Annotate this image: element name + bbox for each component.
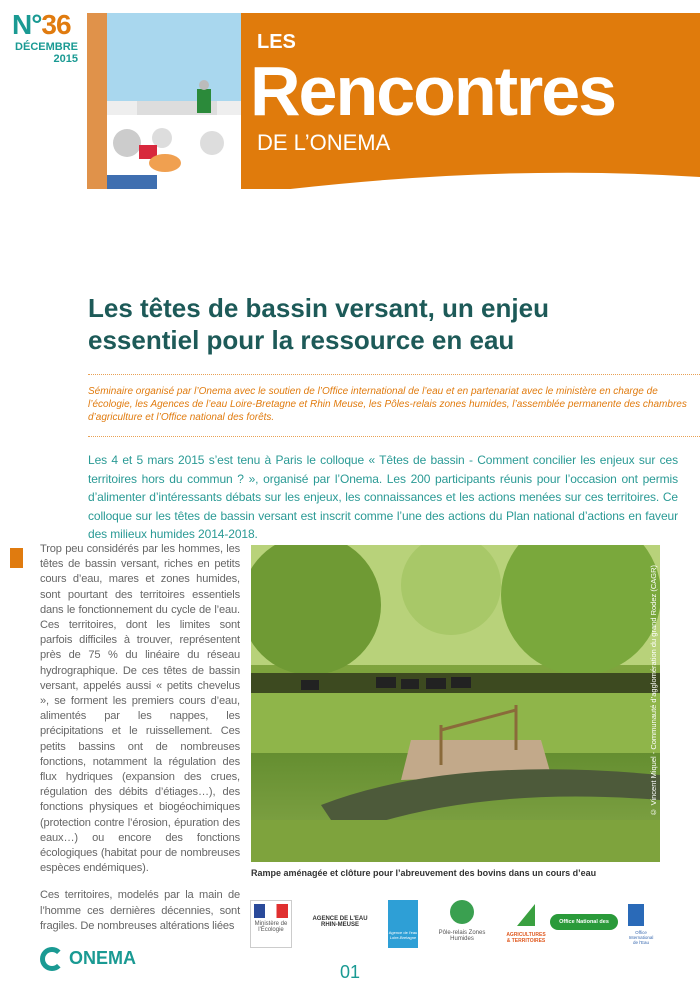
onema-text: ONEMA bbox=[69, 948, 137, 968]
month: DÉCEMBRE bbox=[15, 41, 78, 53]
banner-curve bbox=[87, 163, 700, 189]
logo-text: Pôle-relais Zones Humides bbox=[438, 930, 486, 942]
logo-oieau bbox=[626, 900, 656, 948]
publication-title: Rencontres bbox=[250, 52, 616, 130]
issue-date bbox=[12, 41, 78, 65]
publication-subtitle: DE L’ONEMA bbox=[257, 130, 391, 155]
photo-credit: © Vincent Miquel - Communauté d’agglomération du grand Rodez (CAGR) bbox=[649, 565, 658, 817]
year: 2015 bbox=[53, 53, 78, 65]
issue-prefix: N° bbox=[12, 9, 42, 40]
logo-text: Ministère de l'Écologie bbox=[254, 921, 288, 933]
issue-number bbox=[12, 10, 71, 40]
logo-text: Office National des Forêts bbox=[559, 919, 609, 941]
onema-logo bbox=[40, 945, 136, 971]
logo-loire-bretagne bbox=[388, 900, 418, 948]
title-bold: Les têtes de bassin versant, bbox=[88, 293, 435, 323]
logo-pole-relais bbox=[438, 900, 486, 948]
page-number: 01 bbox=[340, 962, 361, 982]
logo-text: AGENCE DE L'EAU RHIN-MEUSE bbox=[312, 916, 368, 928]
logo-agence-eau bbox=[305, 900, 375, 948]
partner-logos bbox=[250, 900, 660, 950]
onema-wave-icon bbox=[40, 947, 64, 971]
les-label: LES bbox=[257, 31, 296, 53]
article-photo bbox=[251, 545, 660, 862]
section-marker bbox=[10, 548, 23, 568]
logo-ministere bbox=[250, 900, 292, 948]
body-text bbox=[40, 542, 240, 946]
logo-onf bbox=[550, 914, 618, 941]
photo-caption: Rampe aménagée et clôture pour l’abreuvement des bovins dans un cours d’eau bbox=[251, 868, 597, 878]
seminar-note: Séminaire organisé par l’Onema avec le soutien de l’Office international de l’eau et en partenariat avec le ministère en charge de l’écologie, les Agences de l’eau Loire-Bretagne et Rhin Meuse, les Pôles-relais zones humides, l’assemblée permanente des chambres d’agriculture et l’Office national des forêts. bbox=[88, 386, 687, 423]
issue-num: 36 bbox=[41, 9, 71, 40]
logo-text: Office International de l'Eau bbox=[628, 930, 654, 945]
logo-agricultures bbox=[505, 900, 547, 948]
divider bbox=[88, 436, 700, 437]
body-paragraph: Ces territoires, modelés par la main de l’homme ces dernières décennies, sont fragiles. De nombreuses altérations liées bbox=[40, 889, 240, 932]
divider bbox=[88, 374, 700, 375]
article-title bbox=[88, 292, 648, 356]
logo-text: AGRICULTURES & TERRITOIRES bbox=[506, 932, 546, 944]
body-paragraph: Trop peu considérés par les hommes, les têtes de bassin versant, riches en petits cours d’eau, mares et zones humides, sont pourtant des territoires essentiels dans le fonctionnement du cycle de l’eau. Ces territoires, dont les limites sont parfois difficiles à trouver, représentent près de 75 % du linéaire du réseau hydrographique. De ces têtes de bassin versant, appelés aussi « petits chevelus », se forment les premiers cours d’eau, alimentés par les nappes, les précipitations et le ruissellement. Ces petits bassins ont de nombreuses fonctions, notamment la régulation des flux hydriques (expansion des crues, régulation des débits d’étiages…), des fonctions physiques et biogéochimiques (protection contre l’érosion, épuration des eaux…) ou encore des fonctions écologiques (habitat pour de nombreuses espèces endémiques). bbox=[40, 543, 240, 875]
title-rest: un enjeu essentiel pour la ressource en eau bbox=[88, 293, 549, 355]
logo-text: Agence de l'eau Loire-Bretagne bbox=[388, 930, 418, 940]
intro-paragraph: Les 4 et 5 mars 2015 s’est tenu à Paris le colloque « Têtes de bassin - Comment concilier les enjeux sur ces territoires hors du commun ? », organisé par l’Onema. Les 200 participants réunis pour l’occasion ont permis d’alimenter d’intéressants débats sur les enjeux, les connaissances et les actions menées sur ces territoires. Ce colloque sur les têtes de bassin versant est inscrit comme l’une des actions du Plan national d’actions en faveur des milieux humides 2014-2018. bbox=[88, 453, 678, 541]
